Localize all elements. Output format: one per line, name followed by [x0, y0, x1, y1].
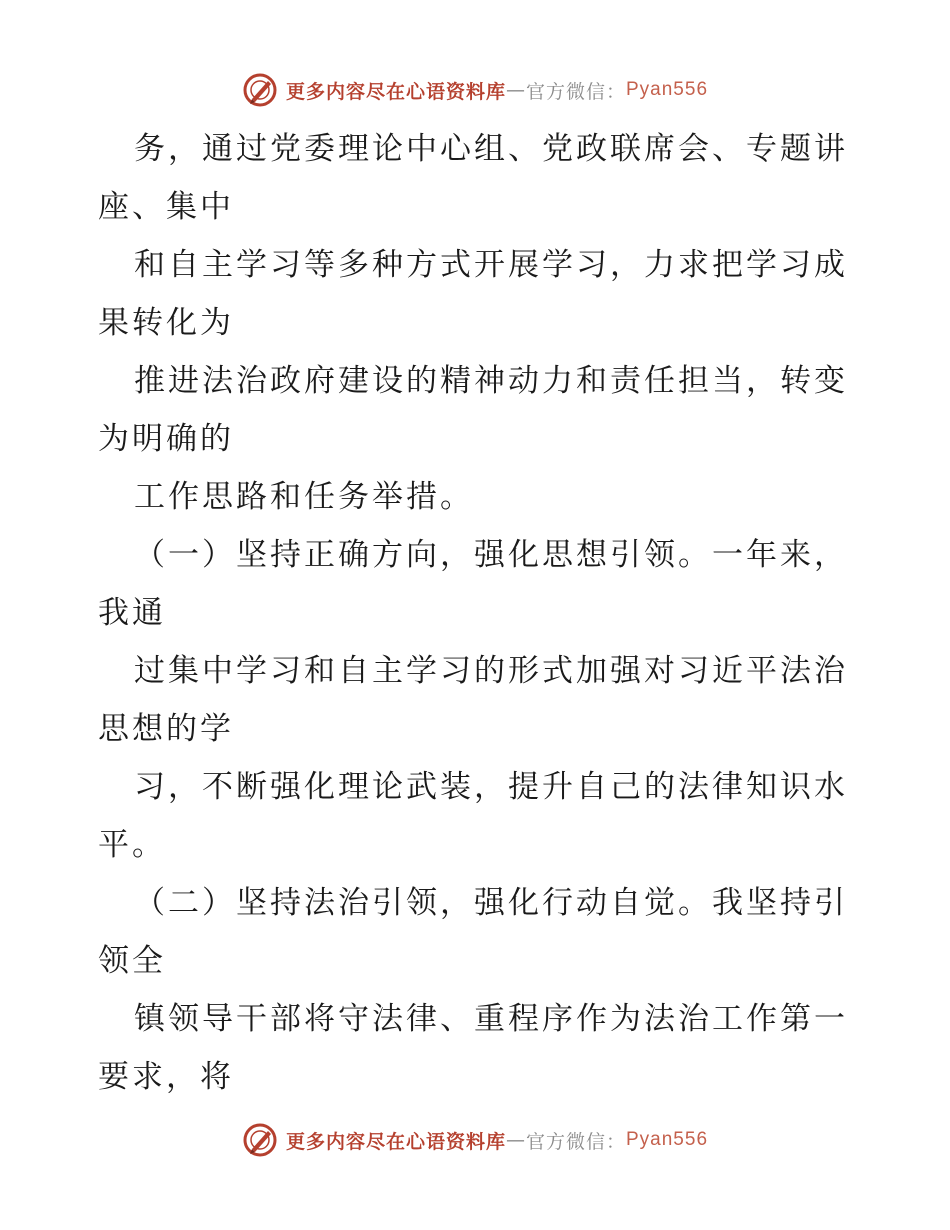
footer-banner-text	[286, 1127, 708, 1154]
text-line: 和自主学习等多种方式开展学习，力求把学习成	[134, 247, 848, 283]
text-line: 镇领导干部将守法律、重程序作为法治工作第一	[134, 1001, 848, 1037]
text-line: 推进法治政府建设的精神动力和责任担当，转变	[134, 363, 848, 399]
header-banner-text	[286, 77, 708, 104]
footer-banner-main: 更多内容尽在心语资料库	[285, 1130, 506, 1153]
footer-watermark-banner	[0, 1120, 950, 1160]
text-line: （一）坚持正确方向，强化思想引领。一年来，	[134, 537, 848, 573]
header-watermark-banner	[0, 70, 950, 110]
text-line: 习，不断强化理论武装，提升自己的法律知识水	[134, 769, 848, 805]
header-banner-separator: —	[505, 79, 526, 101]
text-line: 果转化为	[98, 305, 234, 341]
text-line: 工作思路和任务举措。	[134, 479, 474, 515]
text-line: 要求，将	[98, 1059, 234, 1095]
text-line: 思想的学	[98, 711, 234, 747]
text-line: 领全	[98, 943, 166, 979]
text-line: 座、集中	[98, 189, 234, 225]
header-banner-wechat-label: 官方微信：	[525, 80, 626, 103]
pen-logo-icon	[242, 1122, 278, 1158]
footer-banner-separator: —	[505, 1129, 526, 1151]
text-line: 务，通过党委理论中心组、党政联席会、专题讲	[134, 131, 848, 167]
document-body	[98, 120, 858, 1106]
pen-logo-icon	[242, 72, 278, 108]
text-line: 为明确的	[98, 421, 234, 457]
text-line: 平。	[98, 827, 166, 863]
footer-banner-wechat-label: 官方微信：	[525, 1130, 626, 1153]
header-banner-wechat-id: Pyan556	[626, 79, 709, 100]
footer-banner-wechat-id: Pyan556	[626, 1129, 709, 1150]
header-banner-main: 更多内容尽在心语资料库	[285, 80, 506, 103]
text-line: 我通	[98, 595, 166, 631]
text-line: 过集中学习和自主学习的形式加强对习近平法治	[134, 653, 848, 689]
text-line: （二）坚持法治引领，强化行动自觉。我坚持引	[134, 885, 848, 921]
